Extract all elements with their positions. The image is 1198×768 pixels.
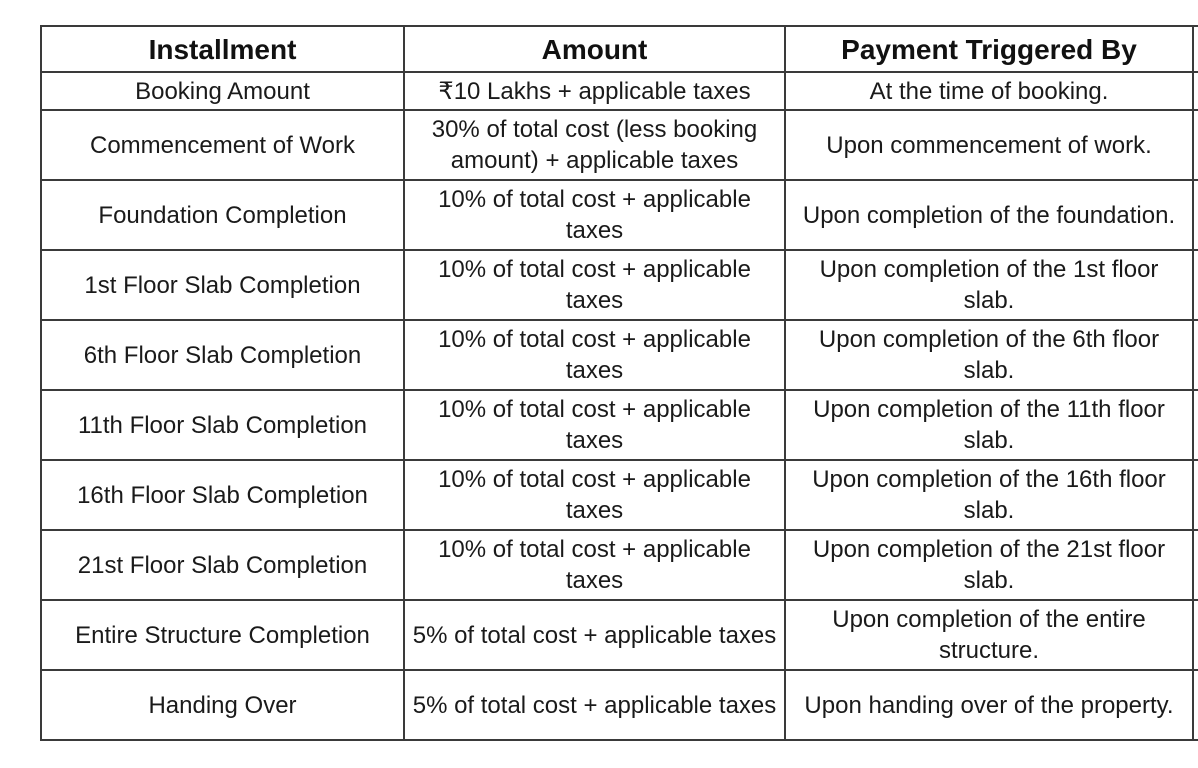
extra-cell <box>1193 180 1198 250</box>
installment-cell: 11th Floor Slab Completion <box>41 390 404 460</box>
amount-cell: 30% of total cost (less booking amount) + applicable taxes <box>404 110 785 180</box>
amount-cell: 5% of total cost + applicable taxes <box>404 670 785 740</box>
installment-cell: 16th Floor Slab Completion <box>41 460 404 530</box>
table-row <box>41 320 1198 390</box>
payment-schedule <box>40 25 1198 741</box>
table-row <box>41 390 1198 460</box>
extra-cell <box>1193 72 1198 110</box>
trigger-cell: At the time of booking. <box>785 72 1193 110</box>
trigger-cell: Upon completion of the 21st floor slab. <box>785 530 1193 600</box>
table-row <box>41 460 1198 530</box>
trigger-cell: Upon completion of the 16th floor slab. <box>785 460 1193 530</box>
extra-cell <box>1193 530 1198 600</box>
extra-cell <box>1193 250 1198 320</box>
table-row <box>41 250 1198 320</box>
extra-cell <box>1193 110 1198 180</box>
installment-cell: Booking Amount <box>41 72 404 110</box>
installment-cell: Commencement of Work <box>41 110 404 180</box>
amount-cell: 10% of total cost + applicable taxes <box>404 180 785 250</box>
trigger-cell: Upon completion of the foundation. <box>785 180 1193 250</box>
table-row <box>41 670 1198 740</box>
header-extra-column <box>1193 26 1198 72</box>
header-payment-triggered-by: Payment Triggered By <box>785 26 1193 72</box>
header-amount: Amount <box>404 26 785 72</box>
trigger-cell: Upon completion of the 1st floor slab. <box>785 250 1193 320</box>
table-row <box>41 110 1198 180</box>
amount-cell: 10% of total cost + applicable taxes <box>404 530 785 600</box>
trigger-cell: Upon commencement of work. <box>785 110 1193 180</box>
amount-cell: 5% of total cost + applicable taxes <box>404 600 785 670</box>
trigger-cell: Upon handing over of the property. <box>785 670 1193 740</box>
installment-cell: 1st Floor Slab Completion <box>41 250 404 320</box>
installment-cell: Foundation Completion <box>41 180 404 250</box>
header-row <box>41 26 1198 72</box>
amount-cell: 10% of total cost + applicable taxes <box>404 460 785 530</box>
extra-cell <box>1193 600 1198 670</box>
amount-cell: 10% of total cost + applicable taxes <box>404 320 785 390</box>
extra-cell <box>1193 460 1198 530</box>
amount-cell: 10% of total cost + applicable taxes <box>404 250 785 320</box>
table-row <box>41 530 1198 600</box>
amount-cell: 10% of total cost + applicable taxes <box>404 390 785 460</box>
extra-cell <box>1193 390 1198 460</box>
payment-schedule-table <box>40 25 1198 741</box>
table-row <box>41 600 1198 670</box>
header-installment: Installment <box>41 26 404 72</box>
installment-cell: 21st Floor Slab Completion <box>41 530 404 600</box>
amount-cell: ₹10 Lakhs + applicable taxes <box>404 72 785 110</box>
table-row <box>41 180 1198 250</box>
installment-cell: Entire Structure Completion <box>41 600 404 670</box>
installment-cell: 6th Floor Slab Completion <box>41 320 404 390</box>
trigger-cell: Upon completion of the entire structure. <box>785 600 1193 670</box>
installment-cell: Handing Over <box>41 670 404 740</box>
trigger-cell: Upon completion of the 6th floor slab. <box>785 320 1193 390</box>
trigger-cell: Upon completion of the 11th floor slab. <box>785 390 1193 460</box>
table-row <box>41 72 1198 110</box>
extra-cell <box>1193 670 1198 740</box>
extra-cell <box>1193 320 1198 390</box>
